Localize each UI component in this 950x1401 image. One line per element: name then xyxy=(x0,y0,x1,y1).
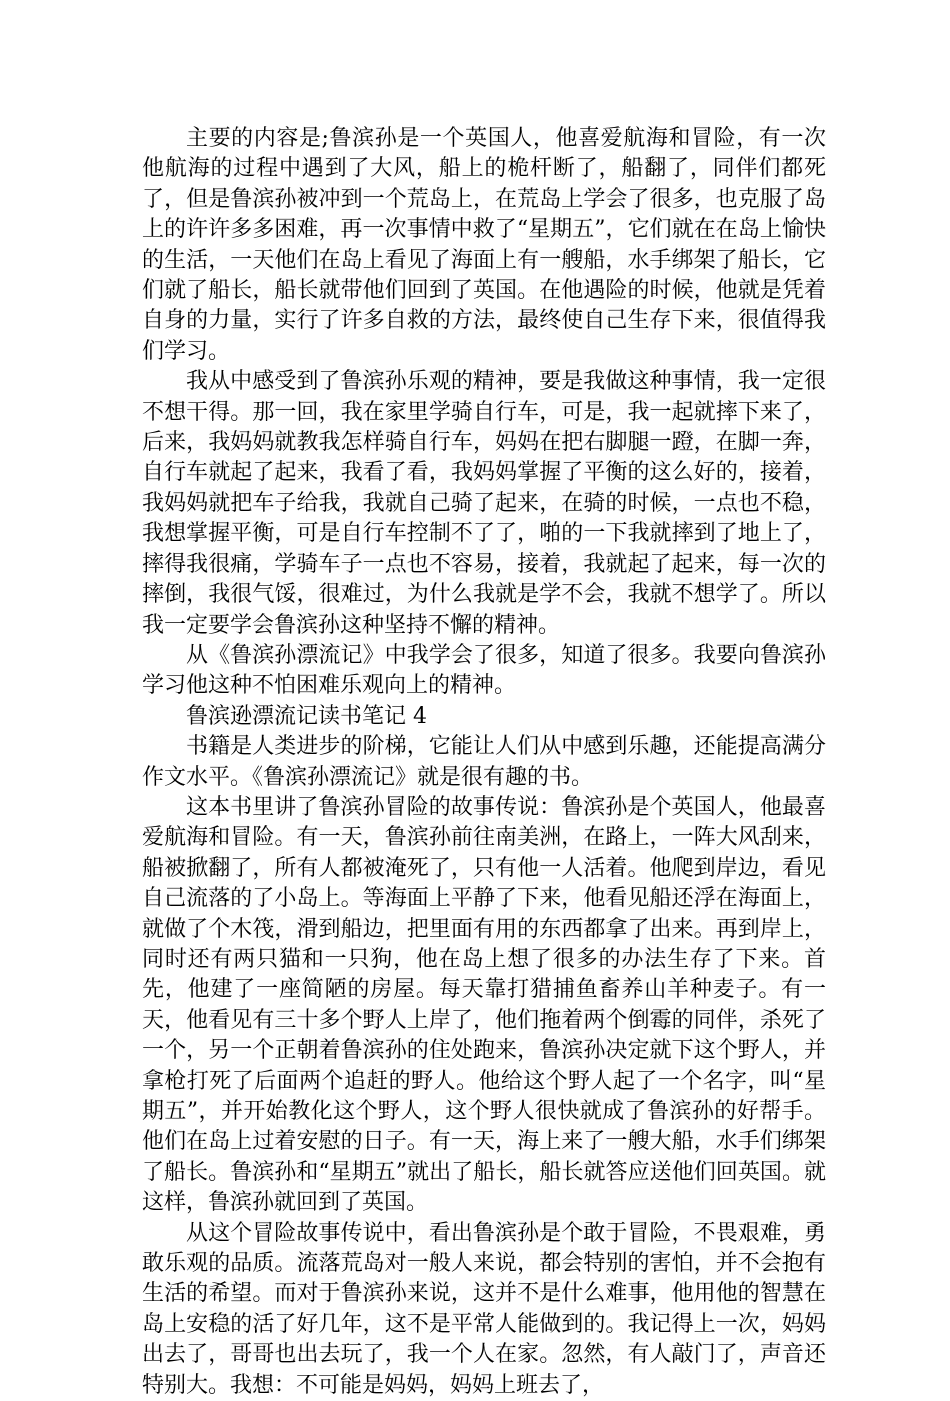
paragraph-story: 这本书里讲了鲁滨孙冒险的故事传说：鲁滨孙是个英国人，他最喜爱航海和冒险。有一天，鲁滨孙前往南美洲，在路上，一阵大风刮来，船被掀翻了，所有人都被淹死了，只有他一人活着。他爬到岸边，看见自己流落的了小岛上。等海面上平静了下来，他看见船还浮在海面上，就做了个木筏，滑到船边，把里面有用的东西都拿了出来。再到岸上，同时还有两只猫和一只狗，他在岛上想了很多的办法生存了下来。首先，他建了一座简陋的房屋。每天靠打猎捕鱼畜养山羊种麦子。有一天，他看见有三十多个野人上岸了，他们拖着两个倒霉的同伴，杀死了一个，另一个正朝着鲁滨孙的住处跑来，鲁滨孙决定就下这个野人，并拿枪打死了后面两个追赶的野人。他给这个野人起了一个名字，叫“星期五”，并开始教化这个野人，这个野人很快就成了鲁滨孙的好帮手。他们在岛上过着安慰的日子。有一天，海上来了一艘大船，水手们绑架了船长。鲁滨孙和“星期五”就出了船长，船长就答应送他们回英国。就这样，鲁滨孙就回到了英国。 xyxy=(142,794,826,1216)
paragraph-conclusion: 从《鲁滨孙漂流记》中我学会了很多，知道了很多。我要向鲁滨孙学习他这种不怕困难乐观向上的精神。 xyxy=(142,642,826,699)
paragraph-intro: 书籍是人类进步的阶梯，它能让人们从中感到乐趣，还能提高满分作文水平。《鲁滨孙漂流记》就是很有趣的书。 xyxy=(142,734,826,790)
section-heading: 鲁滨逊漂流记读书笔记 4 xyxy=(186,703,427,729)
paragraph-summary: 主要的内容是;鲁滨孙是一个英国人，他喜爱航海和冒险，有一次他航海的过程中遇到了大风，船上的桅杆断了，船翻了，同伴们都死了，但是鲁滨孙被冲到一个荒岛上，在荒岛上学会了很多，也克服了岛上的许许多多困难，再一次事情中救了“星期五”，它们就在在岛上愉快的生活，一天他们在岛上看见了海面上有一艘船，水手绑架了船长，它们就了船长，船长就带他们回到了英国。在他遇险的时候，他就是凭着自身的力量，实行了许多自救的方法，最终使自己生存下来，很值得我们学习。 xyxy=(142,126,826,364)
paragraph-reflection: 我从中感受到了鲁滨孙乐观的精神，要是我做这种事情，我一定很不想干得。那一回，我在家里学骑自行车，可是，我一起就摔下来了，后来，我妈妈就教我怎样骑自行车，妈妈在把右脚腿一蹬，在脚一奔，自行车就起了起来，我看了看，我妈妈掌握了平衡的这么好的，接着，我妈妈就把车子给我，我就自己骑了起来，在骑的时候，一点也不稳，我想掌握平衡，可是自行车控制不了了，啪的一下我就摔到了地上了，摔得我很痛，学骑车子一点也不容易，接着，我就起了起来，每一次的摔倒，我很气馁，很难过，为什么我就是学不会，我就不想学了。所以我一定要学会鲁滨孙这种坚持不懈的精神。 xyxy=(142,369,826,638)
paragraph-analysis: 从这个冒险故事传说中，看出鲁滨孙是个敢于冒险，不畏艰难，勇敢乐观的品质。流落荒岛对一般人来说，都会特别的害怕，并不会抱有生活的希望。而对于鲁滨孙来说，这并不是什么难事，他用他的智慧在岛上安稳的活了好几年，这不是平常人能做到的。我记得上一次，妈妈出去了，哥哥也出去玩了，我一个人在家。忽然，有人敲门了，声音还特别大。我想：不可能是妈妈，妈妈上班去了， xyxy=(142,1220,826,1398)
document-body xyxy=(142,124,826,1401)
